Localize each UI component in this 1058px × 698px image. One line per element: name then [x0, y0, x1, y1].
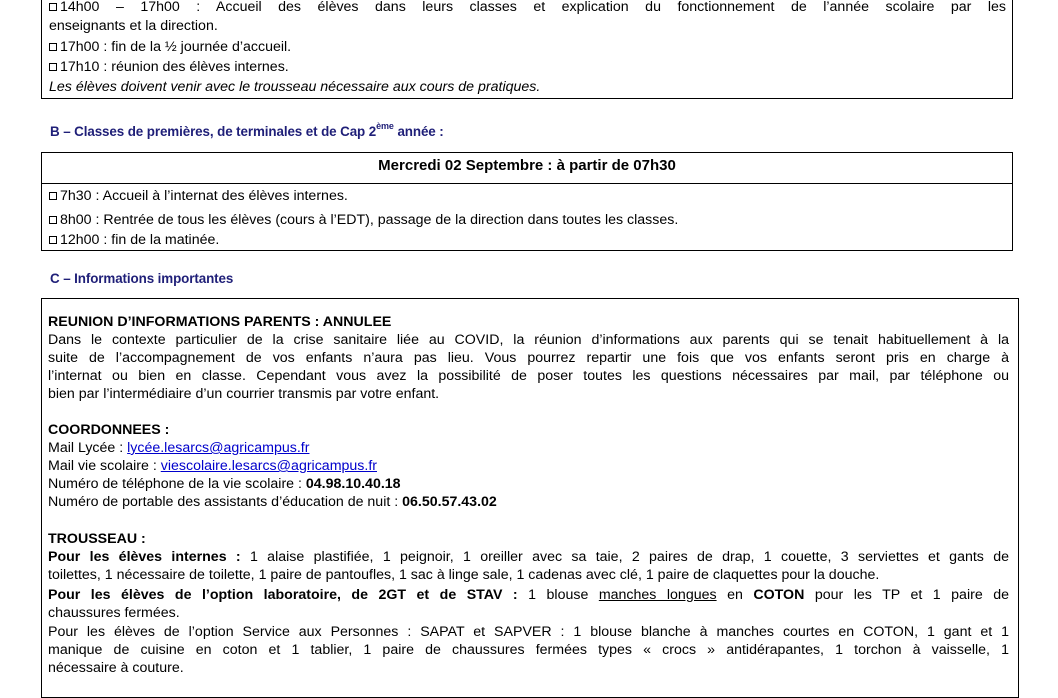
- portable-line: Numéro de portable des assistants d’éducation de nuit : 06.50.57.43.02: [48, 494, 497, 510]
- mail-lycee-link[interactable]: lycée.lesarcs@agricampus.fr: [127, 440, 310, 456]
- section-b-heading: B – Classes de premières, de terminales et de Cap 2ème année :: [50, 121, 444, 139]
- coordonnees-title: COORDONNEES :: [48, 422, 170, 438]
- trousseau-title: TROUSSEAU :: [48, 531, 146, 547]
- checkbox-icon: [49, 3, 57, 11]
- schedule-item: 17h10 : réunion des élèves internes.: [49, 58, 1012, 76]
- title-divider: [42, 183, 1012, 184]
- checkbox-icon: [49, 236, 57, 244]
- reunion-title: REUNION D’INFORMATIONS PARENTS : ANNULEE: [48, 314, 392, 330]
- schedule-item: 7h30 : Accueil à l’internat des élèves internes.: [49, 187, 1012, 205]
- schedule-item: 8h00 : Rentrée de tous les élèves (cours à l’EDT), passage de la direction dans toutes les classes.: [49, 211, 1012, 229]
- schedule-item-continued: enseignants et la direction.: [49, 18, 218, 34]
- trousseau-note: Les élèves doivent venir avec le trousseau nécessaire aux cours de pratiques.: [49, 79, 541, 95]
- trousseau-laboratoire: Pour les élèves de l’option laboratoire, de 2GT et de STAV : 1 blouse manches longues en COTON pour les TP et 1 paire de chaussures fermées.: [48, 587, 1009, 621]
- checkbox-icon: [49, 43, 57, 51]
- checkbox-icon: [49, 63, 57, 71]
- box-title: Mercredi 02 Septembre : à partir de 07h30: [378, 157, 676, 174]
- reunion-text: Dans le contexte particulier de la crise sanitaire liée au COVID, la réunion d’informations aux parents qui se tenait habituellement à la suite de l’accompagnement de vos enfants n’aura pas lieu. Vous pourrez repartir une fois que vos enfants seront pris en charge à l’internat ou bien en classe. Cependant vous avez la possibilité de poser toutes les questions nécessaires par mail, par téléphone ou bien par l’intermédiaire d’un courrier transmis par votre enfant.: [48, 332, 1009, 402]
- telephone-line: Numéro de téléphone de la vie scolaire : 04.98.10.40.18: [48, 476, 401, 492]
- trousseau-sap: Pour les élèves de l’option Service aux Personnes : SAPAT et SAPVER : 1 blouse blanche à manches courtes en COTON, 1 gant et 1 manique de cuisine en coton et 1 tablier, 1 paire de chaussures fermées types « crocs » antidérapantes, 1 torchon à vaisselle, 1 nécessaire à couture.: [48, 624, 1009, 676]
- section-b-box: [41, 152, 1013, 251]
- section-c-heading: C – Informations importantes: [50, 271, 234, 286]
- mail-lycee-line: Mail Lycée : lycée.lesarcs@agricampus.fr: [48, 440, 310, 456]
- checkbox-icon: [49, 192, 57, 200]
- schedule-item: 14h00 – 17h00 : Accueil des élèves dans leurs classes et explication du fonctionnement de l’année scolaire par les: [49, 0, 1006, 16]
- section-a-box: [41, 0, 1013, 99]
- mail-vie-scolaire-link[interactable]: viescolaire.lesarcs@agricampus.fr: [160, 458, 377, 474]
- checkbox-icon: [49, 216, 57, 224]
- trousseau-internes: Pour les élèves internes : 1 alaise plastifiée, 1 peignoir, 1 oreiller avec sa taie, 2 paires de drap, 1 couette, 3 serviettes et gants de toilettes, 1 nécessaire de toilette, 1 paire de pantoufles, 1 sac à linge sale, 1 cadenas avec clé, 1 paire de claquettes pour la douche.: [48, 549, 1009, 583]
- mail-vie-line: Mail vie scolaire : viescolaire.lesarcs@agricampus.fr: [48, 458, 377, 474]
- schedule-item: 17h00 : fin de la ½ journée d’accueil.: [49, 38, 1012, 56]
- schedule-item: 12h00 : fin de la matinée.: [49, 231, 1012, 249]
